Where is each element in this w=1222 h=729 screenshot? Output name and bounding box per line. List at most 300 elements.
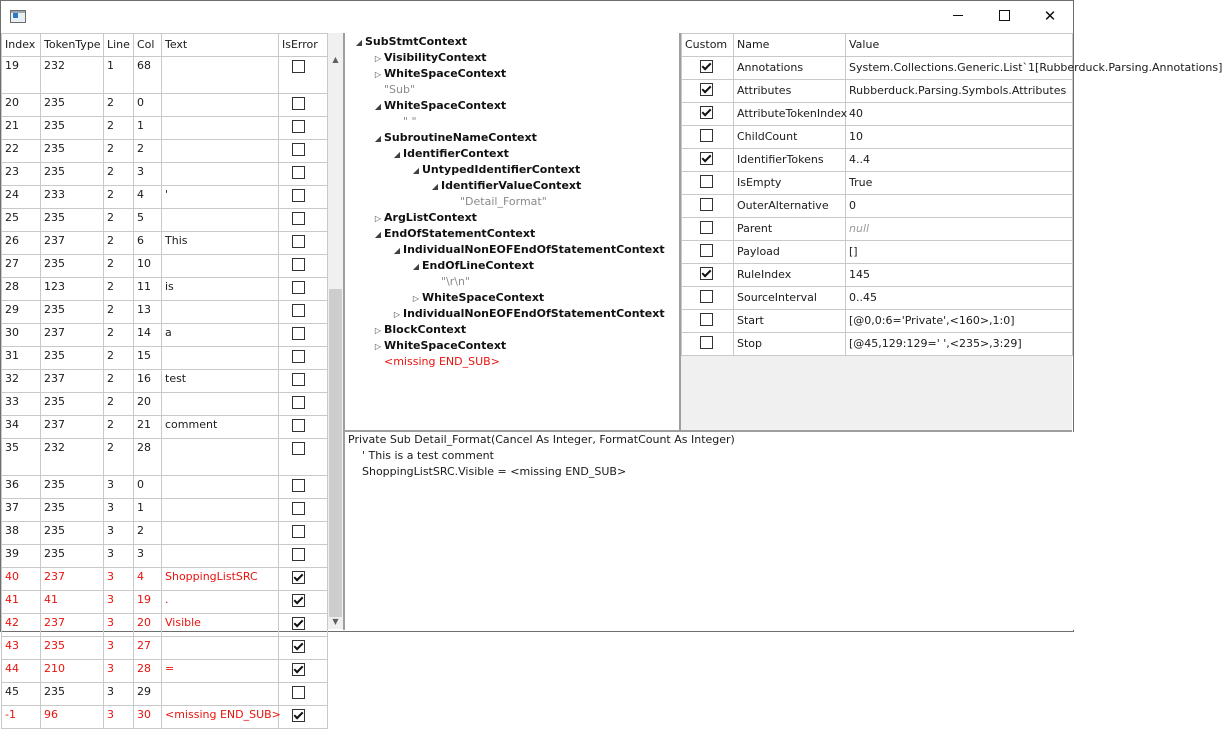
expanded-icon[interactable]: ◢ [393, 246, 401, 255]
token-cell-text[interactable]: Visible [162, 614, 279, 637]
minimize-button[interactable] [935, 1, 981, 31]
token-cell-col[interactable]: 13 [134, 301, 162, 324]
token-cell-col[interactable]: 0 [134, 476, 162, 499]
token-cell-text[interactable] [162, 140, 279, 163]
column-header-index[interactable]: Index [2, 34, 41, 57]
property-row[interactable] [682, 149, 1073, 172]
tree-node[interactable] [391, 242, 665, 258]
title-bar[interactable] [1, 1, 1073, 31]
token-cell-col[interactable]: 20 [134, 393, 162, 416]
column-header-custom[interactable]: Custom [682, 34, 734, 57]
property-name[interactable]: Annotations [734, 57, 846, 80]
iserror-checkbox[interactable] [292, 235, 305, 248]
iserror-checkbox[interactable] [292, 189, 305, 202]
collapsed-icon[interactable]: ▷ [374, 54, 382, 63]
token-cell-col[interactable]: 21 [134, 416, 162, 439]
token-cell-text[interactable] [162, 255, 279, 278]
iserror-checkbox[interactable] [292, 396, 305, 409]
token-cell-text[interactable]: comment [162, 416, 279, 439]
token-cell-line[interactable]: 2 [104, 370, 134, 393]
token-cell-index[interactable]: 37 [2, 499, 41, 522]
token-cell-text[interactable] [162, 439, 279, 476]
iserror-checkbox[interactable] [292, 304, 305, 317]
column-header-iserror[interactable]: IsError [279, 34, 328, 57]
custom-checkbox[interactable] [700, 129, 713, 142]
expanded-icon[interactable]: ◢ [412, 166, 420, 175]
tree-node[interactable] [372, 50, 487, 66]
token-cell-index[interactable]: 42 [2, 614, 41, 637]
iserror-checkbox[interactable] [292, 419, 305, 432]
token-cell-type[interactable]: 237 [41, 370, 104, 393]
token-cell-line[interactable]: 2 [104, 163, 134, 186]
token-cell-line[interactable]: 2 [104, 209, 134, 232]
custom-checkbox[interactable] [700, 152, 713, 165]
table-row[interactable] [2, 568, 328, 591]
token-cell-line[interactable]: 2 [104, 186, 134, 209]
token-cell-line[interactable]: 3 [104, 499, 134, 522]
token-cell-type[interactable]: 233 [41, 186, 104, 209]
token-cell-index[interactable]: 33 [2, 393, 41, 416]
token-cell-type[interactable]: 235 [41, 163, 104, 186]
token-cell-text[interactable] [162, 57, 279, 94]
token-cell-type[interactable]: 123 [41, 278, 104, 301]
property-row[interactable] [682, 218, 1073, 241]
property-value[interactable]: True [846, 172, 1073, 195]
custom-checkbox[interactable] [700, 244, 713, 257]
iserror-checkbox[interactable] [292, 97, 305, 110]
token-cell-line[interactable]: 3 [104, 660, 134, 683]
property-value[interactable]: Rubberduck.Parsing.Symbols.Attributes [846, 80, 1073, 103]
property-value[interactable]: 0..45 [846, 287, 1073, 310]
token-cell-index[interactable]: 26 [2, 232, 41, 255]
token-cell-index[interactable]: 34 [2, 416, 41, 439]
property-value[interactable]: 40 [846, 103, 1073, 126]
token-cell-type[interactable]: 235 [41, 301, 104, 324]
token-cell-text[interactable] [162, 393, 279, 416]
token-cell-text[interactable] [162, 522, 279, 545]
token-cell-index[interactable]: 29 [2, 301, 41, 324]
token-cell-type[interactable]: 235 [41, 683, 104, 706]
token-cell-type[interactable]: 235 [41, 255, 104, 278]
token-cell-index[interactable]: 25 [2, 209, 41, 232]
table-row[interactable] [2, 209, 328, 232]
token-cell-type[interactable]: 237 [41, 568, 104, 591]
column-header-value[interactable]: Value [846, 34, 1073, 57]
tree-node[interactable] [372, 226, 535, 242]
tree-node[interactable] [372, 130, 537, 146]
property-value[interactable]: 4..4 [846, 149, 1073, 172]
scrollbar-thumb[interactable] [329, 289, 342, 617]
iserror-checkbox[interactable] [292, 525, 305, 538]
token-cell-type[interactable]: 237 [41, 232, 104, 255]
token-cell-text[interactable]: <missing END_SUB> [162, 706, 279, 729]
custom-checkbox[interactable] [700, 175, 713, 188]
custom-checkbox[interactable] [700, 221, 713, 234]
token-cell-col[interactable]: 1 [134, 499, 162, 522]
token-cell-col[interactable]: 3 [134, 163, 162, 186]
collapsed-icon[interactable]: ▷ [374, 326, 382, 335]
tree-node[interactable] [391, 306, 665, 322]
token-cell-index[interactable]: 27 [2, 255, 41, 278]
expanded-icon[interactable]: ◢ [374, 134, 382, 143]
token-cell-line[interactable]: 3 [104, 545, 134, 568]
token-cell-line[interactable]: 2 [104, 393, 134, 416]
token-cell-type[interactable]: 96 [41, 706, 104, 729]
token-cell-col[interactable]: 68 [134, 57, 162, 94]
token-cell-text[interactable] [162, 545, 279, 568]
token-cell-line[interactable]: 2 [104, 416, 134, 439]
token-cell-type[interactable]: 237 [41, 416, 104, 439]
iserror-checkbox[interactable] [292, 350, 305, 363]
tree-node[interactable] [410, 258, 534, 274]
expanded-icon[interactable]: ◢ [412, 262, 420, 271]
iserror-checkbox[interactable] [292, 686, 305, 699]
scroll-up-icon[interactable]: ▲ [332, 55, 339, 64]
column-header-text[interactable]: Text [162, 34, 279, 57]
token-cell-index[interactable]: 20 [2, 94, 41, 117]
table-row[interactable] [2, 370, 328, 393]
token-cell-index[interactable]: 41 [2, 591, 41, 614]
token-cell-text[interactable] [162, 209, 279, 232]
iserror-checkbox[interactable] [292, 143, 305, 156]
iserror-checkbox[interactable] [292, 663, 305, 676]
property-name[interactable]: IsEmpty [734, 172, 846, 195]
column-header-name[interactable]: Name [734, 34, 846, 57]
token-cell-line[interactable]: 2 [104, 278, 134, 301]
table-row[interactable] [2, 163, 328, 186]
token-cell-line[interactable]: 3 [104, 522, 134, 545]
tree-node[interactable] [410, 290, 544, 306]
custom-checkbox[interactable] [700, 60, 713, 73]
token-cell-col[interactable]: 16 [134, 370, 162, 393]
token-cell-index[interactable]: 19 [2, 57, 41, 94]
token-cell-col[interactable]: 28 [134, 660, 162, 683]
token-cell-type[interactable]: 235 [41, 94, 104, 117]
token-cell-line[interactable]: 3 [104, 683, 134, 706]
token-cell-col[interactable]: 15 [134, 347, 162, 370]
property-value[interactable]: null [846, 218, 1073, 241]
iserror-checkbox[interactable] [292, 548, 305, 561]
property-name[interactable]: SourceInterval [734, 287, 846, 310]
token-cell-col[interactable]: 28 [134, 439, 162, 476]
token-grid[interactable] [1, 33, 343, 721]
token-cell-col[interactable]: 11 [134, 278, 162, 301]
token-cell-col[interactable]: 30 [134, 706, 162, 729]
token-cell-text[interactable] [162, 347, 279, 370]
token-cell-line[interactable]: 2 [104, 255, 134, 278]
token-cell-text[interactable] [162, 94, 279, 117]
token-cell-col[interactable]: 2 [134, 522, 162, 545]
token-cell-type[interactable]: 235 [41, 393, 104, 416]
table-row[interactable] [2, 232, 328, 255]
token-cell-type[interactable]: 41 [41, 591, 104, 614]
token-cell-col[interactable]: 29 [134, 683, 162, 706]
tree-node[interactable] [429, 178, 581, 194]
iserror-checkbox[interactable] [292, 594, 305, 607]
iserror-checkbox[interactable] [292, 120, 305, 133]
token-cell-col[interactable]: 0 [134, 94, 162, 117]
token-cell-type[interactable]: 235 [41, 117, 104, 140]
tree-node[interactable] [372, 210, 477, 226]
token-cell-text[interactable]: . [162, 591, 279, 614]
token-cell-text[interactable] [162, 117, 279, 140]
token-cell-index[interactable]: 44 [2, 660, 41, 683]
tree-node[interactable] [372, 66, 506, 82]
expanded-icon[interactable]: ◢ [431, 182, 439, 191]
token-cell-col[interactable]: 27 [134, 637, 162, 660]
custom-checkbox[interactable] [700, 336, 713, 349]
table-row[interactable] [2, 439, 328, 476]
custom-checkbox[interactable] [700, 83, 713, 96]
token-cell-line[interactable]: 2 [104, 140, 134, 163]
token-cell-col[interactable]: 4 [134, 186, 162, 209]
table-row[interactable] [2, 324, 328, 347]
tree-node[interactable] [429, 274, 470, 290]
token-cell-text[interactable]: a [162, 324, 279, 347]
column-header-line[interactable]: Line [104, 34, 134, 57]
source-view[interactable] [345, 432, 1075, 630]
property-value[interactable]: 145 [846, 264, 1073, 287]
table-row[interactable] [2, 545, 328, 568]
token-cell-type[interactable]: 232 [41, 439, 104, 476]
tree-node[interactable] [448, 194, 547, 210]
token-cell-line[interactable]: 3 [104, 637, 134, 660]
property-row[interactable] [682, 195, 1073, 218]
iserror-checkbox[interactable] [292, 281, 305, 294]
iserror-checkbox[interactable] [292, 709, 305, 722]
token-cell-index[interactable]: 31 [2, 347, 41, 370]
token-cell-line[interactable]: 3 [104, 476, 134, 499]
token-cell-text[interactable]: ' [162, 186, 279, 209]
token-cell-text[interactable] [162, 163, 279, 186]
token-cell-line[interactable]: 2 [104, 301, 134, 324]
parse-tree[interactable] [345, 33, 679, 430]
token-cell-index[interactable]: -1 [2, 706, 41, 729]
token-cell-col[interactable]: 19 [134, 591, 162, 614]
maximize-button[interactable] [981, 1, 1027, 31]
iserror-checkbox[interactable] [292, 502, 305, 515]
collapsed-icon[interactable]: ▷ [374, 342, 382, 351]
token-cell-text[interactable]: test [162, 370, 279, 393]
collapsed-icon[interactable]: ▷ [393, 310, 401, 319]
token-cell-col[interactable]: 10 [134, 255, 162, 278]
iserror-checkbox[interactable] [292, 258, 305, 271]
column-header-col[interactable]: Col [134, 34, 162, 57]
iserror-checkbox[interactable] [292, 166, 305, 179]
table-row[interactable] [2, 522, 328, 545]
column-header-tokentype[interactable]: TokenType [41, 34, 104, 57]
token-cell-index[interactable]: 36 [2, 476, 41, 499]
table-row[interactable] [2, 117, 328, 140]
close-button[interactable] [1027, 1, 1073, 31]
table-row[interactable] [2, 393, 328, 416]
tree-node[interactable] [410, 162, 580, 178]
property-name[interactable]: Attributes [734, 80, 846, 103]
token-cell-col[interactable]: 4 [134, 568, 162, 591]
token-cell-text[interactable] [162, 476, 279, 499]
token-cell-index[interactable]: 22 [2, 140, 41, 163]
expanded-icon[interactable]: ◢ [374, 102, 382, 111]
token-cell-text[interactable] [162, 499, 279, 522]
token-cell-type[interactable]: 210 [41, 660, 104, 683]
property-value[interactable]: [] [846, 241, 1073, 264]
token-cell-line[interactable]: 2 [104, 439, 134, 476]
token-cell-text[interactable] [162, 683, 279, 706]
property-name[interactable]: Start [734, 310, 846, 333]
token-cell-index[interactable]: 38 [2, 522, 41, 545]
property-name[interactable]: ChildCount [734, 126, 846, 149]
tree-node[interactable] [372, 98, 506, 114]
token-cell-index[interactable]: 43 [2, 637, 41, 660]
iserror-checkbox[interactable] [292, 617, 305, 630]
custom-checkbox[interactable] [700, 313, 713, 326]
property-row[interactable] [682, 264, 1073, 287]
tree-node[interactable] [372, 354, 500, 370]
token-grid-scrollbar[interactable] [328, 33, 343, 629]
property-row[interactable] [682, 80, 1073, 103]
tree-node[interactable] [353, 34, 467, 50]
token-cell-index[interactable]: 30 [2, 324, 41, 347]
token-cell-type[interactable]: 235 [41, 209, 104, 232]
token-cell-col[interactable]: 2 [134, 140, 162, 163]
token-cell-index[interactable]: 39 [2, 545, 41, 568]
token-cell-index[interactable]: 35 [2, 439, 41, 476]
table-row[interactable] [2, 301, 328, 324]
property-name[interactable]: Stop [734, 333, 846, 356]
collapsed-icon[interactable]: ▷ [374, 70, 382, 79]
iserror-checkbox[interactable] [292, 373, 305, 386]
collapsed-icon[interactable]: ▷ [374, 214, 382, 223]
iserror-checkbox[interactable] [292, 60, 305, 73]
custom-checkbox[interactable] [700, 267, 713, 280]
token-cell-type[interactable]: 235 [41, 476, 104, 499]
token-cell-type[interactable]: 232 [41, 57, 104, 94]
property-value[interactable]: 10 [846, 126, 1073, 149]
token-cell-text[interactable]: This [162, 232, 279, 255]
token-cell-type[interactable]: 237 [41, 324, 104, 347]
iserror-checkbox[interactable] [292, 327, 305, 340]
token-cell-line[interactable]: 3 [104, 614, 134, 637]
custom-checkbox[interactable] [700, 198, 713, 211]
token-cell-text[interactable] [162, 301, 279, 324]
table-row[interactable] [2, 499, 328, 522]
property-name[interactable]: Parent [734, 218, 846, 241]
token-cell-text[interactable] [162, 637, 279, 660]
token-cell-line[interactable]: 2 [104, 117, 134, 140]
custom-checkbox[interactable] [700, 290, 713, 303]
iserror-checkbox[interactable] [292, 571, 305, 584]
token-cell-col[interactable]: 14 [134, 324, 162, 347]
property-grid[interactable] [681, 33, 1222, 430]
property-value[interactable]: [@0,0:6='Private',<160>,1:0] [846, 310, 1073, 333]
token-cell-index[interactable]: 45 [2, 683, 41, 706]
token-cell-text[interactable]: is [162, 278, 279, 301]
token-cell-col[interactable]: 3 [134, 545, 162, 568]
property-row[interactable] [682, 310, 1073, 333]
tree-node[interactable] [391, 146, 509, 162]
token-cell-type[interactable]: 235 [41, 499, 104, 522]
table-row[interactable] [2, 278, 328, 301]
property-value[interactable]: 0 [846, 195, 1073, 218]
table-row[interactable] [2, 637, 328, 660]
property-row[interactable] [682, 241, 1073, 264]
property-row[interactable] [682, 103, 1073, 126]
token-cell-index[interactable]: 32 [2, 370, 41, 393]
iserror-checkbox[interactable] [292, 442, 305, 455]
token-cell-index[interactable]: 23 [2, 163, 41, 186]
property-value[interactable]: System.Collections.Generic.List`1[Rubberduck.Parsing.Annotations] [846, 57, 1073, 80]
property-row[interactable] [682, 287, 1073, 310]
expanded-icon[interactable]: ◢ [393, 150, 401, 159]
token-cell-type[interactable]: 237 [41, 614, 104, 637]
token-cell-line[interactable]: 3 [104, 706, 134, 729]
table-row[interactable] [2, 255, 328, 278]
token-cell-line[interactable]: 2 [104, 232, 134, 255]
token-cell-line[interactable]: 1 [104, 57, 134, 94]
table-row[interactable] [2, 347, 328, 370]
token-cell-line[interactable]: 3 [104, 591, 134, 614]
property-row[interactable] [682, 172, 1073, 195]
property-name[interactable]: AttributeTokenIndex [734, 103, 846, 126]
token-cell-line[interactable]: 2 [104, 324, 134, 347]
table-row[interactable] [2, 57, 328, 94]
token-cell-col[interactable]: 5 [134, 209, 162, 232]
token-cell-index[interactable]: 24 [2, 186, 41, 209]
iserror-checkbox[interactable] [292, 212, 305, 225]
tree-node[interactable] [372, 338, 506, 354]
token-cell-type[interactable]: 235 [41, 545, 104, 568]
token-cell-col[interactable]: 1 [134, 117, 162, 140]
iserror-checkbox[interactable] [292, 479, 305, 492]
table-row[interactable] [2, 186, 328, 209]
property-row[interactable] [682, 57, 1073, 80]
token-cell-type[interactable]: 235 [41, 522, 104, 545]
token-cell-type[interactable]: 235 [41, 347, 104, 370]
table-row[interactable] [2, 140, 328, 163]
table-row[interactable] [2, 476, 328, 499]
token-cell-text[interactable]: = [162, 660, 279, 683]
property-row[interactable] [682, 126, 1073, 149]
expanded-icon[interactable]: ◢ [355, 38, 363, 47]
token-cell-col[interactable]: 20 [134, 614, 162, 637]
token-cell-line[interactable]: 2 [104, 347, 134, 370]
table-row[interactable] [2, 660, 328, 683]
tree-node[interactable] [372, 82, 415, 98]
table-row[interactable] [2, 706, 328, 729]
iserror-checkbox[interactable] [292, 640, 305, 653]
token-cell-index[interactable]: 28 [2, 278, 41, 301]
token-cell-index[interactable]: 21 [2, 117, 41, 140]
property-name[interactable]: RuleIndex [734, 264, 846, 287]
property-row[interactable] [682, 333, 1073, 356]
table-row[interactable] [2, 416, 328, 439]
custom-checkbox[interactable] [700, 106, 713, 119]
token-cell-col[interactable]: 6 [134, 232, 162, 255]
property-name[interactable]: Payload [734, 241, 846, 264]
table-row[interactable] [2, 94, 328, 117]
table-row[interactable] [2, 614, 328, 637]
property-value[interactable]: [@45,129:129=' ',<235>,3:29] [846, 333, 1073, 356]
tree-node[interactable] [391, 114, 417, 130]
tree-node[interactable] [372, 322, 466, 338]
expanded-icon[interactable]: ◢ [374, 230, 382, 239]
token-cell-index[interactable]: 40 [2, 568, 41, 591]
token-cell-type[interactable]: 235 [41, 140, 104, 163]
property-name[interactable]: OuterAlternative [734, 195, 846, 218]
collapsed-icon[interactable]: ▷ [412, 294, 420, 303]
token-cell-line[interactable]: 2 [104, 94, 134, 117]
token-cell-type[interactable]: 235 [41, 637, 104, 660]
